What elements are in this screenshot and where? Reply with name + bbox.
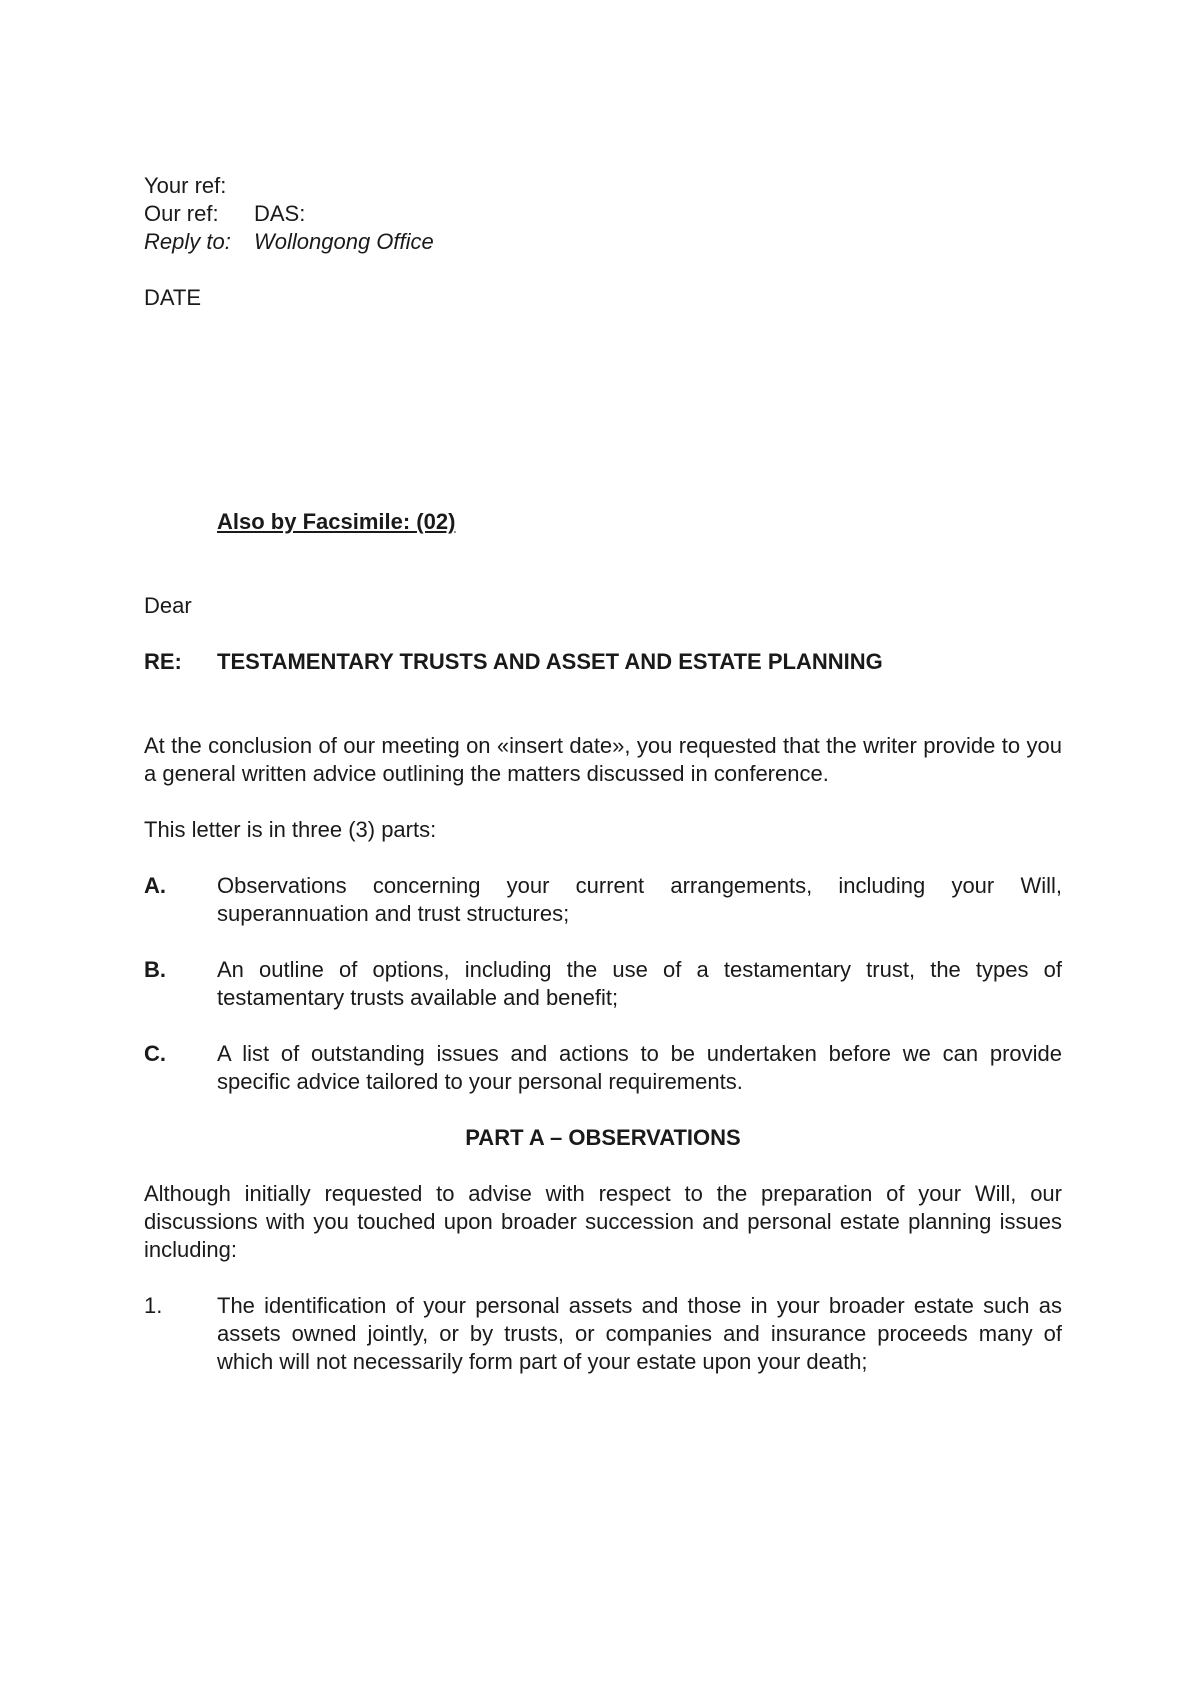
your-ref-row <box>144 172 434 200</box>
intro-paragraph: At the conclusion of our meeting on «insert date», you requested that the writer provide to you a general written advice outlining the matters discussed in conference. <box>144 733 1062 786</box>
subject-line <box>144 648 883 676</box>
parts-intro: This letter is in three (3) parts: <box>144 817 437 842</box>
part-a-paragraph: Although initially requested to advise with respect to the preparation of your Will, our discussions with you touched upon broader succession and personal estate planning issues including: <box>144 1181 1062 1262</box>
our-ref-label: Our ref: <box>144 201 219 226</box>
list-marker: A. <box>144 873 166 898</box>
list-text: An outline of options, including the use of a testamentary trust, the types of testamentary trusts available and benefit; <box>217 957 1062 1010</box>
subject-text: TESTAMENTARY TRUSTS AND ASSET AND ESTATE PLANNING <box>217 649 883 674</box>
list-text: A list of outstanding issues and actions to be undertaken before we can provide specific advice tailored to your personal requirements. <box>217 1041 1062 1094</box>
reply-to-label: Reply to: <box>144 229 231 254</box>
reply-to-row <box>144 228 434 256</box>
part-list-item <box>144 956 1062 1012</box>
part-list-item <box>144 1040 1062 1096</box>
reference-block <box>144 172 434 256</box>
list-marker: 1. <box>144 1293 163 1318</box>
our-ref-row <box>144 200 434 228</box>
part-list-item <box>144 872 1062 928</box>
your-ref-label: Your ref: <box>144 173 227 198</box>
salutation: Dear <box>144 593 192 618</box>
subject-label: RE: <box>144 649 182 674</box>
our-ref-value: DAS: <box>254 201 306 226</box>
reply-to-value: Wollongong Office <box>254 229 434 254</box>
part-a-heading: PART A – OBSERVATIONS <box>465 1125 741 1150</box>
list-text: The identification of your personal assets and those in your broader estate such as assets owned jointly, or by trusts, or companies and insurance proceeds many of which will not necessarily form part of your estate upon your death; <box>217 1293 1062 1374</box>
list-marker: C. <box>144 1041 166 1066</box>
list-text: Observations concerning your current arrangements, including your Will, superannuation and trust structures; <box>217 873 1062 926</box>
issue-list-item <box>144 1292 1062 1376</box>
list-marker: B. <box>144 957 166 982</box>
facsimile-line: Also by Facsimile: (02) <box>217 509 456 534</box>
letter-date: DATE <box>144 285 202 310</box>
